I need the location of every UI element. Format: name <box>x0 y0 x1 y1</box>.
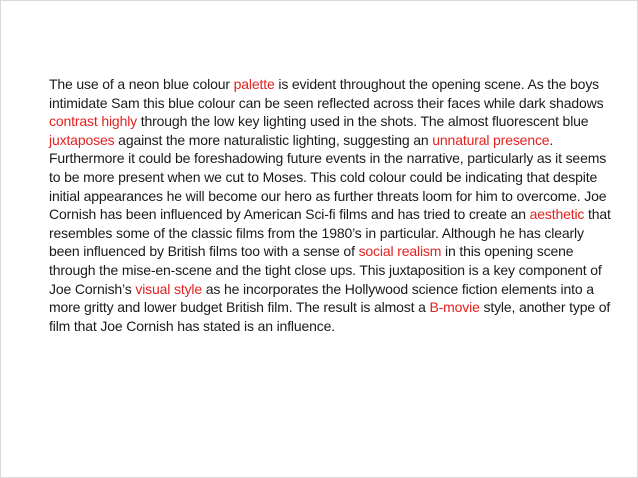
text-segment: Furthermore it could be foreshadowing future events in the narrative, particularly as it seems <box>49 150 607 167</box>
text-segment: more gritty and lower budget British film. The result is almost a <box>49 299 430 316</box>
highlighted-term: unnatural presence <box>432 131 550 148</box>
text-segment: been influenced by British films too with a sense of <box>49 243 359 260</box>
text-line <box>49 224 597 243</box>
text-segment: resembles some of the classic films from the 1980’s in particular. Although he has clearly <box>49 224 584 241</box>
text-line <box>49 261 602 280</box>
text-line <box>49 242 597 261</box>
text-line <box>49 317 597 336</box>
highlighted-term: visual style <box>135 280 203 297</box>
highlighted-term: aesthetic <box>529 206 585 223</box>
text-segment: against the more naturalistic lighting, suggesting an <box>114 131 433 148</box>
text-line <box>49 168 597 187</box>
text-line <box>49 149 607 168</box>
text-segment: style, another type of <box>479 299 611 316</box>
text-line <box>49 75 600 94</box>
highlighted-term: contrast highly <box>49 113 138 130</box>
text-segment: initial appearances he will become our hero as further threats loom for him to overcome. Joe <box>49 187 607 204</box>
text-line <box>49 131 597 150</box>
text-segment: The use of a neon blue colour <box>49 76 234 92</box>
text-segment: to be more present when we cut to Moses. This cold colour could be indicating that despite <box>49 168 598 185</box>
text-segment: intimidate Sam this blue colour can be seen reflected across their faces while dark shadows <box>49 94 604 111</box>
text-line <box>49 298 611 317</box>
highlighted-term: juxtaposes <box>49 131 115 148</box>
text-line <box>49 205 611 224</box>
text-line <box>49 280 597 299</box>
text-line <box>49 94 604 113</box>
highlighted-term: B-movie <box>429 299 480 316</box>
text-segment: . <box>549 131 554 148</box>
text-segment: is evident throughout the opening scene. As the boys <box>274 76 600 92</box>
text-segment: in this opening scene <box>441 243 574 260</box>
text-segment: through the low key lighting used in the shots. The almost fluorescent blue <box>137 113 589 130</box>
text-segment: film that Joe Cornish has stated is an influence. <box>49 317 336 334</box>
text-segment: Joe Cornish’s <box>49 280 136 297</box>
text-segment: as he incorporates the Hollywood science fiction elements into a <box>202 280 594 297</box>
slide-body-paragraph <box>49 75 611 335</box>
highlighted-term: social realism <box>358 243 442 260</box>
text-segment: Cornish has been influenced by American Sci-fi films and has tried to create an <box>49 206 530 223</box>
text-segment: that <box>584 206 611 223</box>
highlighted-term: palette <box>233 76 275 92</box>
text-line <box>49 187 607 206</box>
text-segment: through the mise-en-scene and the tight close ups. This juxtaposition is a key component of <box>49 261 602 278</box>
text-line <box>49 112 597 131</box>
